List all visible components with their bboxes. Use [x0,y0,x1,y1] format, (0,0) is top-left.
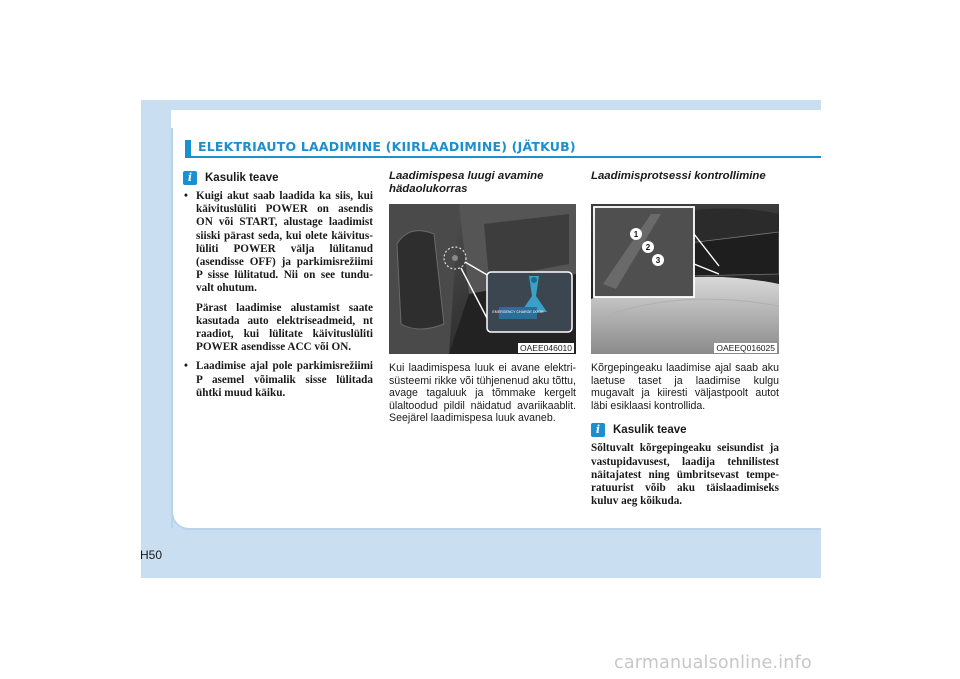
windshield-photo [591,204,779,354]
bottom-curve [171,508,193,530]
info-heading [591,422,779,438]
column-3 [591,170,779,508]
bottom-rule [185,528,821,530]
body-text: Kõrgepingeaku laadimise ajal saab aku laetuse taset ja laadimise kulgu mugavalt ja kiiresti väljastpoolt autot läbi esiklaasi kontrollida. [591,362,779,412]
manual-page [171,110,821,530]
watermark: carmanualsonline.info [614,653,812,673]
section-title: ELEKTRIAUTO LAADIMINE (KIIRLAADIMINE) (JÄTKUB) [198,139,576,154]
bullet-text: Laadimise ajal pole parkimisrežiimi P asemel võimalik sisse lülitada ühtki muud käiku. [196,360,373,399]
marker-2: 2 [645,243,651,252]
info-icon: i [183,171,197,185]
left-rule [171,128,173,528]
photo-code: OAEE046010 [520,343,572,353]
info-body: Sõltuvalt kõrgepingeaku seisundist ja vastupidavusest, laadija tehnilistest näitajatest ning ümbritsevast tempe-ratuurist võib aku täislaadimiseks kuluv aeg kõikuda. [591,442,779,508]
page-frame [141,100,821,578]
subsection-title: Laadimisprotsessi kontrollimine [591,170,766,182]
header-line [185,156,821,158]
info-title: Kasulik teave [613,424,687,437]
trunk-photo [389,204,576,354]
list-item [183,360,373,400]
emergency-tag-text: EMERGENCY CHARGE DOOR [492,310,544,314]
marker-1: 1 [633,230,639,239]
column-2 [389,170,576,425]
info-heading [183,170,373,186]
subsection-title: Laadimispesa luugi avamine hädaolukorras [389,170,544,195]
bullet-text: Kuigi akut saab laadida ka siis, kui käivituslüliti POWER on asendis ON või START, alustage laadimist siiski pärast seda, kui olete käivitus-lüliti POWER välja lülitanud (asendisse OFF) ja parkimisrežiimi P sisse lülitatud. Nii on see tundu-valt ohutum. [196,190,373,295]
marker-3: 3 [655,256,661,265]
bullet-subparagraph: Pärast laadimise alustamist saate kasutada auto elektriseadmeid, nt raadiot, kui lülitate käivituslüliti POWER asendisse ACC või ON. [196,301,373,354]
page-number: H50 [140,548,163,562]
column-1 [183,170,373,406]
info-bullets [183,190,373,400]
info-icon: i [591,423,605,437]
section-header [185,140,821,158]
windshield-illustration [591,204,779,354]
body-text: Kui laadimispesa luuk ei avane elektri-süsteemi rikke või tühjenenud aku tõttu, avage tagaluuk ja tõmmake kergelt ülaltoodud pildil näidatud avariikaablit. Seejärel laadimispesa luuk avaneb. [389,362,576,425]
info-title: Kasulik teave [205,172,279,184]
header-bar [185,140,191,156]
list-item [183,190,373,354]
photo-code: OAEEQ016025 [716,343,775,353]
trunk-illustration [389,204,576,354]
